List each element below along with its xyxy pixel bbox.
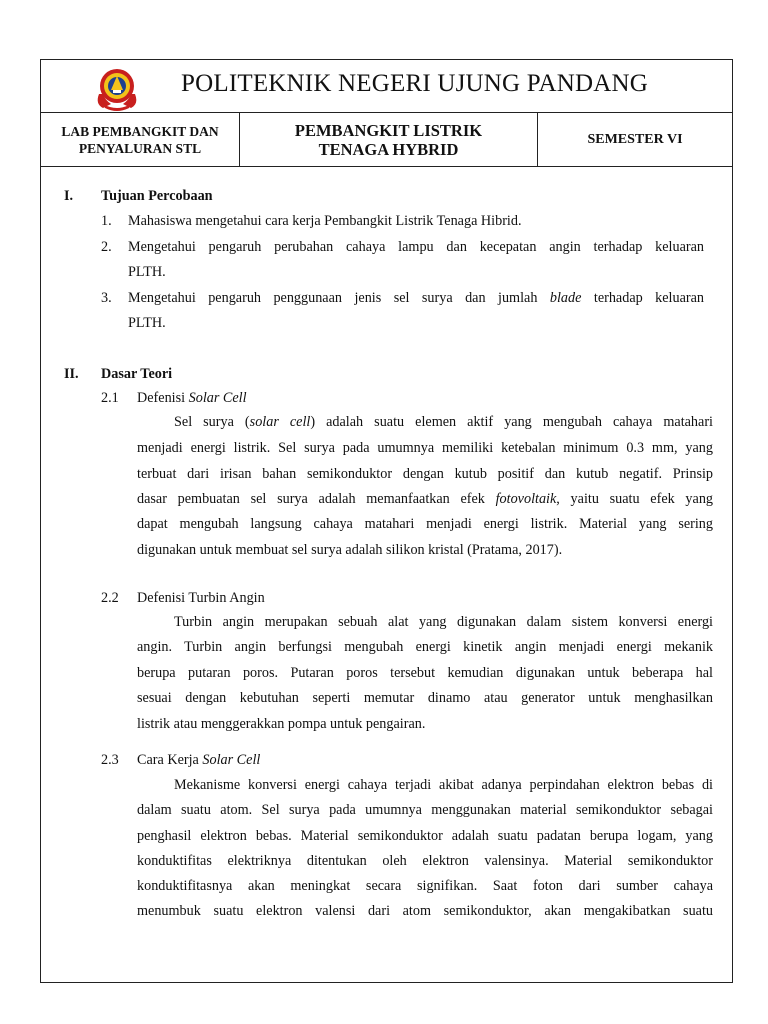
- para-2-2-line-5: listrik atau menggerakkan pompa untuk pengairan.: [137, 716, 426, 732]
- blade-term: blade: [549, 290, 582, 306]
- objective-3-number: 3.: [101, 290, 112, 306]
- objective-1-text: Mahasiswa mengetahui cara kerja Pembangkit Listrik Tenaga Hibrid.: [128, 213, 522, 229]
- institution-name: POLITEKNIK NEGERI UJUNG PANDANG: [181, 70, 649, 97]
- subsection-2-1-number: 2.1: [101, 390, 119, 406]
- objective-1-number: 1.: [101, 213, 112, 229]
- section-2-numeral: II.: [64, 366, 79, 382]
- para-2-2-line-2: angin. Turbin angin berfungsi mengubah energi kinetik angin menjadi energi mekanik: [137, 639, 713, 655]
- para-2-1-line-5: dapat mengubah langsung cahaya matahari menjadi energi listrik. Material yang sering: [137, 516, 713, 532]
- semester-cell: SEMESTER VI: [587, 131, 683, 147]
- subsection-2-1-title: Defenisi Solar Cell: [137, 390, 247, 406]
- topic-line-2: TENAGA HYBRID: [318, 139, 459, 159]
- section-2-title: Dasar Teori: [101, 366, 173, 382]
- para-2-1-line-3: terbuat dari irisan bahan semikonduktor dengan kutub positif dan kutub negatif. Prinsip: [137, 466, 713, 482]
- para-2-3-line-4: konduktifitas elektriknya ditentukan oleh elektron valensinya. Material semikonduktor: [137, 853, 713, 869]
- para-2-2-line-1: Turbin angin merupakan sebuah alat yang digunakan dalam sistem konversi energi: [174, 614, 713, 630]
- section-1-title: Tujuan Percobaan: [101, 188, 213, 204]
- institution-logo-icon: [93, 64, 141, 112]
- objective-3-line-2: PLTH.: [128, 315, 166, 331]
- objective-2-number: 2.: [101, 239, 112, 255]
- para-2-3-line-6: menumbuk suatu elektron valensi dari atom semikonduktor, akan mengakibatkan suatu: [137, 903, 713, 919]
- para-2-1-line-1: Sel surya (solar cell) adalah suatu elemen aktif yang mengubah cahaya matahari: [174, 414, 713, 430]
- topic-cell: [240, 113, 538, 166]
- para-2-1-line-4: dasar pembuatan sel surya adalah memanfaatkan efek fotovoltaik, yaitu suatu efek yang: [137, 491, 714, 507]
- subsection-2-2-number: 2.2: [101, 590, 119, 606]
- para-2-1-line-6: digunakan untuk membuat sel surya adalah silikon kristal (Pratama, 2017).: [137, 542, 563, 558]
- section-1-numeral: I.: [64, 188, 74, 204]
- para-2-3-line-5: konduktifitasnya akan meningkat secara signifikan. Saat foton dari sumber cahaya: [137, 878, 713, 894]
- subsection-2-3-number: 2.3: [101, 752, 119, 768]
- subsection-2-2-title: Defenisi Turbin Angin: [137, 590, 265, 606]
- objective-2-line-1: Mengetahui pengaruh perubahan cahaya lampu dan kecepatan angin terhadap keluaran: [128, 239, 704, 255]
- objective-3-line-1: Mengetahui pengaruh penggunaan jenis sel surya dan jumlah blade terhadap keluaran: [128, 290, 705, 306]
- objective-2-line-2: PLTH.: [128, 264, 166, 280]
- para-2-3-line-2: dalam suatu atom. Sel surya pada umumnya menggunakan material semikonduktor sebagai: [137, 802, 713, 818]
- lab-name-line-2: PENYALURAN STL: [78, 140, 202, 156]
- header-info-row: [41, 113, 732, 167]
- topic-line-1: PEMBANGKIT LISTRIK: [294, 120, 483, 140]
- lab-name-cell: [41, 113, 240, 166]
- para-2-3-line-1: Mekanisme konversi energi cahaya terjadi akibat adanya perpindahan elektron bebas di: [174, 777, 713, 793]
- lab-name-line-1: LAB PEMBANGKIT DAN: [61, 123, 219, 139]
- para-2-2-line-3: berupa putaran poros. Putaran poros tersebut kemudian digunakan untuk beberapa hal: [137, 665, 713, 681]
- subsection-2-3-title: Cara Kerja Solar Cell: [137, 752, 261, 768]
- para-2-2-line-4: sesuai dengan kebutuhan seperti memutar dinamo atau generator untuk menghasilkan: [137, 690, 713, 706]
- para-2-1-line-2: menjadi energi listrik. Sel surya pada umumnya memiliki ketebalan minimum 0.3 mm, yang: [137, 440, 713, 456]
- para-2-3-line-3: penghasil elektron bebas. Material semikonduktor adalah suatu padatan berupa logam, yang: [137, 828, 713, 844]
- header-title-row: [41, 60, 732, 113]
